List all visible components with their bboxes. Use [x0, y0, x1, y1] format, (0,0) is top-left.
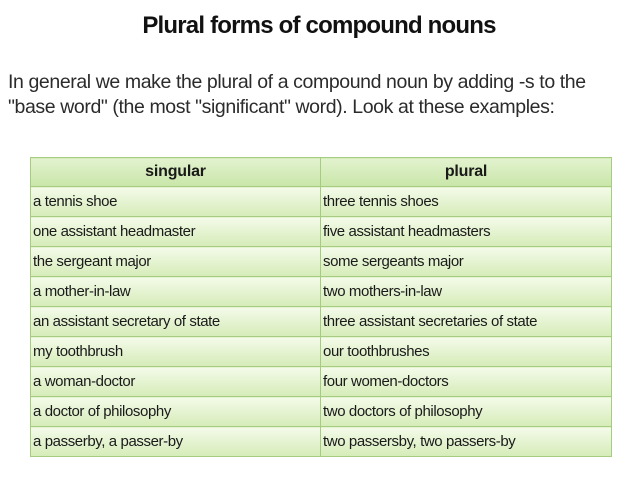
singular-cell: my toothbrush [31, 337, 321, 367]
plural-cell: three tennis shoes [321, 187, 612, 217]
plural-cell: four women-doctors [321, 367, 612, 397]
intro-paragraph: In general we make the plural of a compound noun by adding -s to the "base word" (the most "significant" word). Look at these examples: [8, 71, 586, 118]
plural-cell: some sergeants major [321, 247, 612, 277]
plural-cell: our toothbrushes [321, 337, 612, 367]
header-singular: singular [31, 158, 321, 187]
plural-cell: two doctors of philosophy [321, 397, 612, 427]
table-row [31, 337, 612, 367]
plural-cell: two passersby, two passers-by [321, 427, 612, 457]
singular-cell: a doctor of philosophy [31, 397, 321, 427]
table-row [31, 307, 612, 337]
slide-title: Plural forms of compound nouns [142, 12, 496, 39]
singular-cell: a woman-doctor [31, 367, 321, 397]
table-row [31, 397, 612, 427]
singular-cell: a mother-in-law [31, 277, 321, 307]
singular-cell: an assistant secretary of state [31, 307, 321, 337]
table-row [31, 367, 612, 397]
header-plural: plural [321, 158, 612, 187]
plural-cell: two mothers-in-law [321, 277, 612, 307]
table-row [31, 427, 612, 457]
examples-table [30, 157, 612, 457]
table-row [31, 187, 612, 217]
table-header-row [31, 158, 612, 187]
plural-cell: three assistant secretaries of state [321, 307, 612, 337]
table-row [31, 277, 612, 307]
table-row [31, 247, 612, 277]
singular-cell: a tennis shoe [31, 187, 321, 217]
examples-table-container [30, 157, 611, 457]
singular-cell: a passerby, a passer-by [31, 427, 321, 457]
plural-cell: five assistant headmasters [321, 217, 612, 247]
singular-cell: one assistant headmaster [31, 217, 321, 247]
table-row [31, 217, 612, 247]
singular-cell: the sergeant major [31, 247, 321, 277]
